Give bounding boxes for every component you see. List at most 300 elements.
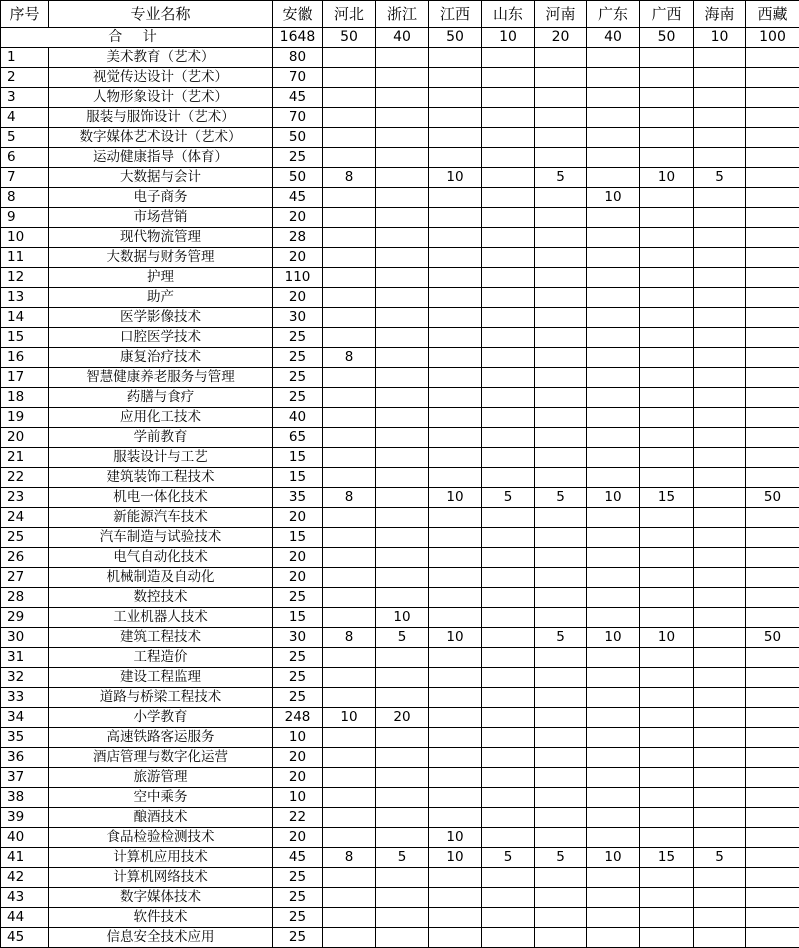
quota-cell (376, 308, 429, 328)
quota-cell: 30 (273, 628, 323, 648)
quota-cell (429, 128, 482, 148)
table-row (1, 588, 799, 608)
quota-cell: 50 (273, 128, 323, 148)
quota-cell (535, 368, 587, 388)
quota-cell (535, 348, 587, 368)
row-number: 21 (1, 448, 49, 468)
row-number: 8 (1, 188, 49, 208)
quota-cell (323, 188, 376, 208)
quota-cell (535, 808, 587, 828)
row-number: 27 (1, 568, 49, 588)
quota-cell (482, 268, 535, 288)
row-number: 14 (1, 308, 49, 328)
row-number: 43 (1, 888, 49, 908)
table-row (1, 708, 799, 728)
quota-cell: 20 (273, 748, 323, 768)
total-cell: 50 (640, 28, 694, 48)
quota-cell (482, 348, 535, 368)
quota-cell (746, 408, 799, 428)
quota-cell: 25 (273, 928, 323, 948)
total-cell: 20 (535, 28, 587, 48)
quota-cell (587, 768, 640, 788)
quota-cell (482, 228, 535, 248)
quota-cell (535, 728, 587, 748)
quota-cell (323, 588, 376, 608)
quota-cell (429, 308, 482, 328)
quota-cell: 35 (273, 488, 323, 508)
quota-cell (587, 668, 640, 688)
quota-cell (694, 908, 746, 928)
quota-cell (694, 768, 746, 788)
quota-cell (640, 688, 694, 708)
quota-cell: 80 (273, 48, 323, 68)
quota-cell (587, 468, 640, 488)
major-name: 信息安全技术应用 (49, 928, 273, 948)
major-name: 美术教育（艺术） (49, 48, 273, 68)
quota-cell (694, 348, 746, 368)
quota-cell (694, 148, 746, 168)
quota-cell: 25 (273, 588, 323, 608)
row-number: 26 (1, 548, 49, 568)
quota-cell (429, 508, 482, 528)
quota-cell (640, 768, 694, 788)
quota-cell (746, 48, 799, 68)
quota-cell (640, 408, 694, 428)
quota-cell (429, 668, 482, 688)
quota-cell (694, 288, 746, 308)
quota-cell (376, 688, 429, 708)
quota-cell (694, 668, 746, 688)
quota-cell (694, 228, 746, 248)
quota-cell: 20 (273, 288, 323, 308)
quota-cell (694, 188, 746, 208)
row-number: 13 (1, 288, 49, 308)
quota-cell: 45 (273, 88, 323, 108)
table-row (1, 108, 799, 128)
quota-cell (587, 248, 640, 268)
table-row (1, 408, 799, 428)
row-number: 33 (1, 688, 49, 708)
quota-cell (482, 888, 535, 908)
quota-cell (746, 808, 799, 828)
quota-cell (587, 808, 640, 828)
quota-cell (746, 168, 799, 188)
quota-cell: 15 (273, 528, 323, 548)
quota-cell (429, 928, 482, 948)
quota-cell (640, 448, 694, 468)
quota-cell (429, 568, 482, 588)
quota-cell (746, 468, 799, 488)
quota-cell (694, 108, 746, 128)
quota-cell (429, 908, 482, 928)
quota-cell: 45 (273, 848, 323, 868)
quota-cell: 5 (482, 848, 535, 868)
quota-cell (429, 288, 482, 308)
row-number: 1 (1, 48, 49, 68)
quota-cell (376, 548, 429, 568)
quota-cell (746, 228, 799, 248)
quota-cell (323, 268, 376, 288)
quota-cell (694, 728, 746, 748)
total-cell: 10 (482, 28, 535, 48)
table-row (1, 368, 799, 388)
quota-cell (640, 208, 694, 228)
quota-cell (323, 88, 376, 108)
quota-cell (323, 568, 376, 588)
table-row (1, 828, 799, 848)
table-row (1, 648, 799, 668)
table-row (1, 768, 799, 788)
quota-cell (323, 668, 376, 688)
quota-cell (746, 768, 799, 788)
quota-cell (587, 128, 640, 148)
quota-cell (429, 268, 482, 288)
quota-cell (694, 688, 746, 708)
quota-cell (535, 828, 587, 848)
quota-cell (535, 308, 587, 328)
quota-cell (746, 68, 799, 88)
quota-cell (535, 688, 587, 708)
quota-cell (694, 248, 746, 268)
quota-cell (640, 888, 694, 908)
quota-cell (323, 48, 376, 68)
major-name: 空中乘务 (49, 788, 273, 808)
quota-cell: 15 (640, 488, 694, 508)
quota-cell (640, 128, 694, 148)
quota-cell: 15 (273, 468, 323, 488)
total-cell: 40 (587, 28, 640, 48)
quota-cell (323, 788, 376, 808)
table-row (1, 448, 799, 468)
row-number: 28 (1, 588, 49, 608)
quota-cell: 5 (376, 848, 429, 868)
quota-cell (694, 268, 746, 288)
major-name: 学前教育 (49, 428, 273, 448)
quota-cell (429, 868, 482, 888)
row-number: 35 (1, 728, 49, 748)
column-header: 河南 (535, 1, 587, 28)
quota-cell: 25 (273, 148, 323, 168)
quota-cell (323, 368, 376, 388)
quota-cell (535, 528, 587, 548)
quota-cell (587, 748, 640, 768)
row-number: 40 (1, 828, 49, 848)
quota-cell (746, 428, 799, 448)
column-header: 海南 (694, 1, 746, 28)
quota-cell (323, 68, 376, 88)
total-label: 合 计 (1, 28, 273, 48)
quota-cell (429, 728, 482, 748)
quota-cell (376, 88, 429, 108)
quota-cell (482, 288, 535, 308)
row-number: 30 (1, 628, 49, 648)
quota-cell (323, 448, 376, 468)
quota-cell (587, 428, 640, 448)
quota-cell (535, 748, 587, 768)
quota-cell: 10 (429, 168, 482, 188)
row-number: 19 (1, 408, 49, 428)
major-name: 计算机应用技术 (49, 848, 273, 868)
quota-cell (323, 608, 376, 628)
quota-cell (640, 348, 694, 368)
quota-cell (376, 48, 429, 68)
quota-cell (376, 448, 429, 468)
quota-cell: 8 (323, 488, 376, 508)
quota-cell (694, 868, 746, 888)
quota-cell (535, 68, 587, 88)
quota-cell (323, 208, 376, 228)
quota-cell: 5 (535, 168, 587, 188)
major-name: 医学影像技术 (49, 308, 273, 328)
quota-cell: 40 (273, 408, 323, 428)
quota-cell (587, 708, 640, 728)
quota-cell (640, 388, 694, 408)
quota-cell (746, 448, 799, 468)
quota-cell (482, 388, 535, 408)
quota-cell (429, 348, 482, 368)
quota-cell (640, 468, 694, 488)
quota-cell (482, 408, 535, 428)
quota-cell (640, 788, 694, 808)
quota-cell (482, 628, 535, 648)
quota-cell (376, 908, 429, 928)
quota-cell (482, 448, 535, 468)
quota-cell (640, 228, 694, 248)
quota-cell: 5 (535, 848, 587, 868)
major-name: 大数据与会计 (49, 168, 273, 188)
quota-cell: 10 (587, 188, 640, 208)
quota-cell (746, 108, 799, 128)
quota-cell: 5 (694, 168, 746, 188)
quota-cell (429, 708, 482, 728)
quota-cell (482, 328, 535, 348)
quota-cell (482, 368, 535, 388)
table-row (1, 88, 799, 108)
quota-cell (376, 668, 429, 688)
quota-cell (587, 568, 640, 588)
quota-cell (482, 148, 535, 168)
quota-cell: 25 (273, 648, 323, 668)
quota-cell: 8 (323, 348, 376, 368)
major-name: 新能源汽车技术 (49, 508, 273, 528)
major-name: 软件技术 (49, 908, 273, 928)
quota-cell (376, 188, 429, 208)
quota-cell (746, 568, 799, 588)
quota-cell (323, 128, 376, 148)
quota-cell (376, 348, 429, 368)
quota-cell (376, 408, 429, 428)
quota-cell (694, 308, 746, 328)
major-name: 建筑装饰工程技术 (49, 468, 273, 488)
quota-cell (376, 148, 429, 168)
quota-cell (323, 648, 376, 668)
quota-cell (429, 888, 482, 908)
table-row (1, 488, 799, 508)
quota-cell (376, 168, 429, 188)
table-row (1, 388, 799, 408)
quota-cell (640, 548, 694, 568)
quota-cell: 5 (535, 628, 587, 648)
row-number: 2 (1, 68, 49, 88)
quota-cell (535, 588, 587, 608)
quota-cell: 20 (273, 248, 323, 268)
quota-cell: 25 (273, 868, 323, 888)
major-name: 小学教育 (49, 708, 273, 728)
quota-cell (587, 828, 640, 848)
quota-cell (640, 668, 694, 688)
table-row (1, 308, 799, 328)
quota-cell (323, 928, 376, 948)
quota-cell (482, 168, 535, 188)
quota-cell (746, 728, 799, 748)
row-number: 32 (1, 668, 49, 688)
quota-cell: 8 (323, 168, 376, 188)
quota-cell: 20 (273, 508, 323, 528)
quota-cell (482, 688, 535, 708)
quota-cell (640, 868, 694, 888)
quota-cell (746, 388, 799, 408)
column-header: 专业名称 (49, 1, 273, 28)
major-name: 现代物流管理 (49, 228, 273, 248)
table-row (1, 888, 799, 908)
table-row (1, 128, 799, 148)
quota-cell (482, 68, 535, 88)
quota-cell (746, 668, 799, 688)
quota-cell (694, 488, 746, 508)
quota-cell (746, 308, 799, 328)
table-row (1, 48, 799, 68)
major-name: 康复治疗技术 (49, 348, 273, 368)
quota-cell (746, 328, 799, 348)
quota-cell: 70 (273, 108, 323, 128)
quota-cell: 20 (273, 548, 323, 568)
quota-cell (587, 548, 640, 568)
quota-cell (376, 648, 429, 668)
quota-cell (376, 748, 429, 768)
quota-cell (429, 808, 482, 828)
quota-cell (535, 408, 587, 428)
row-number: 22 (1, 468, 49, 488)
quota-cell (587, 68, 640, 88)
quota-cell: 15 (273, 608, 323, 628)
table-row (1, 568, 799, 588)
major-name: 人物形象设计（艺术） (49, 88, 273, 108)
quota-cell (535, 448, 587, 468)
quota-cell (640, 828, 694, 848)
row-number: 16 (1, 348, 49, 368)
quota-cell (376, 328, 429, 348)
major-name: 酿酒技术 (49, 808, 273, 828)
quota-cell: 20 (273, 568, 323, 588)
quota-cell (429, 188, 482, 208)
major-name: 建筑工程技术 (49, 628, 273, 648)
quota-cell (429, 68, 482, 88)
quota-cell: 5 (535, 488, 587, 508)
quota-cell (323, 288, 376, 308)
row-number: 7 (1, 168, 49, 188)
quota-cell (694, 88, 746, 108)
quota-cell (640, 268, 694, 288)
quota-cell: 20 (376, 708, 429, 728)
quota-cell (376, 588, 429, 608)
quota-cell: 10 (323, 708, 376, 728)
quota-cell: 15 (273, 448, 323, 468)
quota-cell (746, 128, 799, 148)
quota-cell (535, 888, 587, 908)
column-header: 广东 (587, 1, 640, 28)
quota-cell (376, 228, 429, 248)
quota-cell (323, 868, 376, 888)
major-name: 药膳与食疗 (49, 388, 273, 408)
quota-cell (323, 908, 376, 928)
quota-cell (587, 108, 640, 128)
quota-cell (640, 808, 694, 828)
major-name: 运动健康指导（体育） (49, 148, 273, 168)
quota-cell (640, 588, 694, 608)
row-number: 18 (1, 388, 49, 408)
quota-cell: 5 (694, 848, 746, 868)
quota-cell (694, 648, 746, 668)
row-number: 38 (1, 788, 49, 808)
quota-cell (694, 528, 746, 548)
quota-cell (535, 608, 587, 628)
quota-cell (640, 508, 694, 528)
major-name: 高速铁路客运服务 (49, 728, 273, 748)
quota-cell: 10 (273, 788, 323, 808)
quota-cell (535, 88, 587, 108)
quota-cell (694, 608, 746, 628)
quota-cell: 248 (273, 708, 323, 728)
table-row (1, 248, 799, 268)
quota-cell (323, 548, 376, 568)
quota-cell (746, 268, 799, 288)
major-name: 工业机器人技术 (49, 608, 273, 628)
quota-cell (587, 328, 640, 348)
quota-cell: 25 (273, 328, 323, 348)
quota-cell (535, 868, 587, 888)
quota-cell (482, 928, 535, 948)
quota-cell: 10 (273, 728, 323, 748)
quota-cell: 25 (273, 688, 323, 708)
quota-cell (482, 208, 535, 228)
quota-cell: 45 (273, 188, 323, 208)
column-header: 广西 (640, 1, 694, 28)
table-row (1, 688, 799, 708)
quota-cell: 20 (273, 768, 323, 788)
quota-cell (429, 388, 482, 408)
table-row (1, 208, 799, 228)
quota-cell (535, 108, 587, 128)
quota-cell (376, 508, 429, 528)
quota-cell (376, 768, 429, 788)
quota-cell (482, 308, 535, 328)
quota-cell (376, 928, 429, 948)
quota-cell (429, 448, 482, 468)
quota-cell (746, 88, 799, 108)
quota-cell (376, 208, 429, 228)
quota-cell (323, 468, 376, 488)
quota-cell (323, 828, 376, 848)
table-row (1, 528, 799, 548)
quota-cell (587, 908, 640, 928)
quota-cell (376, 388, 429, 408)
quota-cell (535, 668, 587, 688)
quota-cell: 10 (587, 848, 640, 868)
quota-cell (482, 728, 535, 748)
quota-cell (482, 188, 535, 208)
quota-cell (640, 108, 694, 128)
quota-cell (694, 808, 746, 828)
